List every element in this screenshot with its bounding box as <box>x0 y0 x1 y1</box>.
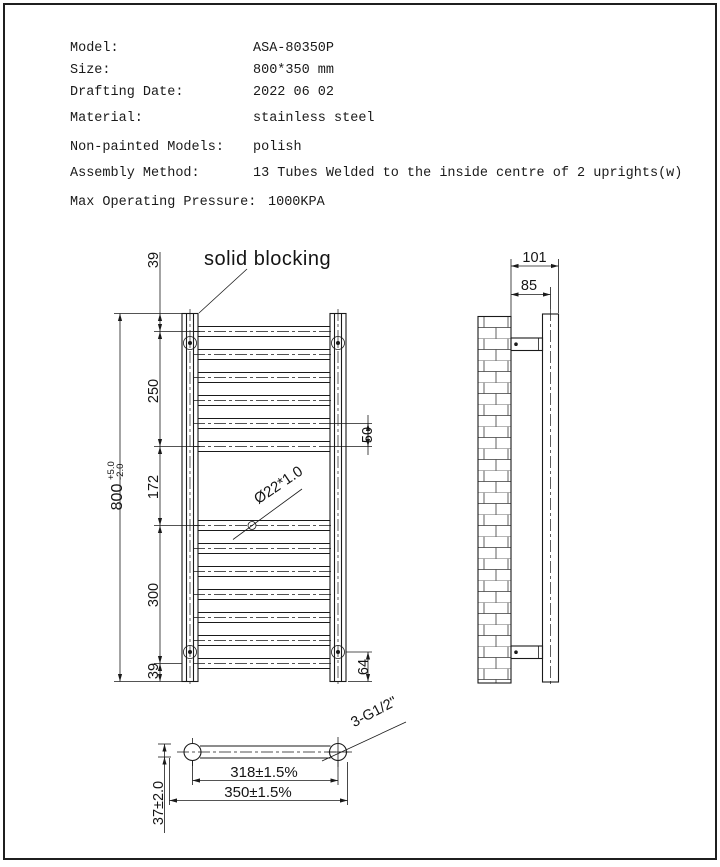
side-view <box>478 250 559 687</box>
spec-value: 13 Tubes Welded to the inside centre of 2 uprights(w) <box>253 166 683 181</box>
dim-upper-section: 250 <box>146 378 162 404</box>
spec-label: Drafting Date: <box>70 85 184 100</box>
dim-overall-height <box>106 314 126 682</box>
spec-value: stainless steel <box>253 111 375 126</box>
thread-callout-leader <box>322 722 406 761</box>
dim-wall-to-center-value: 85 <box>520 278 538 294</box>
dim-top-offset: 39 <box>146 251 162 269</box>
upright-right <box>330 309 346 686</box>
upright-left <box>182 309 198 686</box>
dim-foot-value: 64 <box>356 658 372 676</box>
spec-value: 800*350 mm <box>253 63 335 78</box>
wall-brick-section <box>478 317 511 684</box>
wall-bracket-bottom <box>511 646 543 659</box>
spec-label: Size: <box>70 63 111 78</box>
solid-blocking-leader <box>199 269 247 313</box>
spec-label: Material: <box>70 111 143 126</box>
dim-hole-centers <box>193 761 339 785</box>
dim-chain-left <box>114 252 200 682</box>
dim-foot <box>346 652 372 682</box>
dim-depth-value: 37±2.0 <box>151 780 167 826</box>
thread-spec-label: 3-G1/2" <box>348 693 400 731</box>
dim-wall-to-center <box>511 278 551 309</box>
spec-label: Assembly Method: <box>70 166 200 181</box>
dim-overall-width-value: 350±1.5% <box>224 784 292 801</box>
thread-callout <box>322 694 406 761</box>
solid-blocking-label: solid blocking <box>204 248 332 270</box>
dim-depth <box>151 744 171 833</box>
dim-tube-pitch-value: 50 <box>360 426 376 444</box>
wall-bracket-top <box>511 338 543 351</box>
rail-profile <box>543 309 559 687</box>
dim-wall-to-outer-value: 101 <box>522 250 547 266</box>
dim-height-tol-plus: +5.0 <box>106 461 117 480</box>
dim-height-tol-minus: -2.0 <box>115 463 126 480</box>
dim-bottom-offset: 39 <box>146 662 162 680</box>
spec-value: 1000KPA <box>268 195 325 210</box>
spec-value: 2022 06 02 <box>253 85 335 100</box>
dim-tube-pitch <box>330 415 376 455</box>
dim-hole-centers-value: 318±1.5% <box>230 764 298 781</box>
bottom-view <box>151 694 406 833</box>
front-view <box>106 248 376 686</box>
spec-label: Max Operating Pressure: <box>70 195 257 210</box>
spec-label: Model: <box>70 41 119 56</box>
dim-height-value: 800 <box>109 483 126 511</box>
dim-lower-section: 300 <box>146 582 162 608</box>
spec-value: polish <box>253 140 302 155</box>
spec-label: Non-painted Models: <box>70 140 224 155</box>
spec-value: ASA-80350P <box>253 41 335 56</box>
tube-spec-callout <box>233 463 306 540</box>
dim-middle-gap: 172 <box>146 474 162 500</box>
tube-spec-label: Ø22*1.0 <box>250 462 307 508</box>
solid-blocking-callout <box>199 248 331 313</box>
crossbar-bottom <box>177 746 352 758</box>
